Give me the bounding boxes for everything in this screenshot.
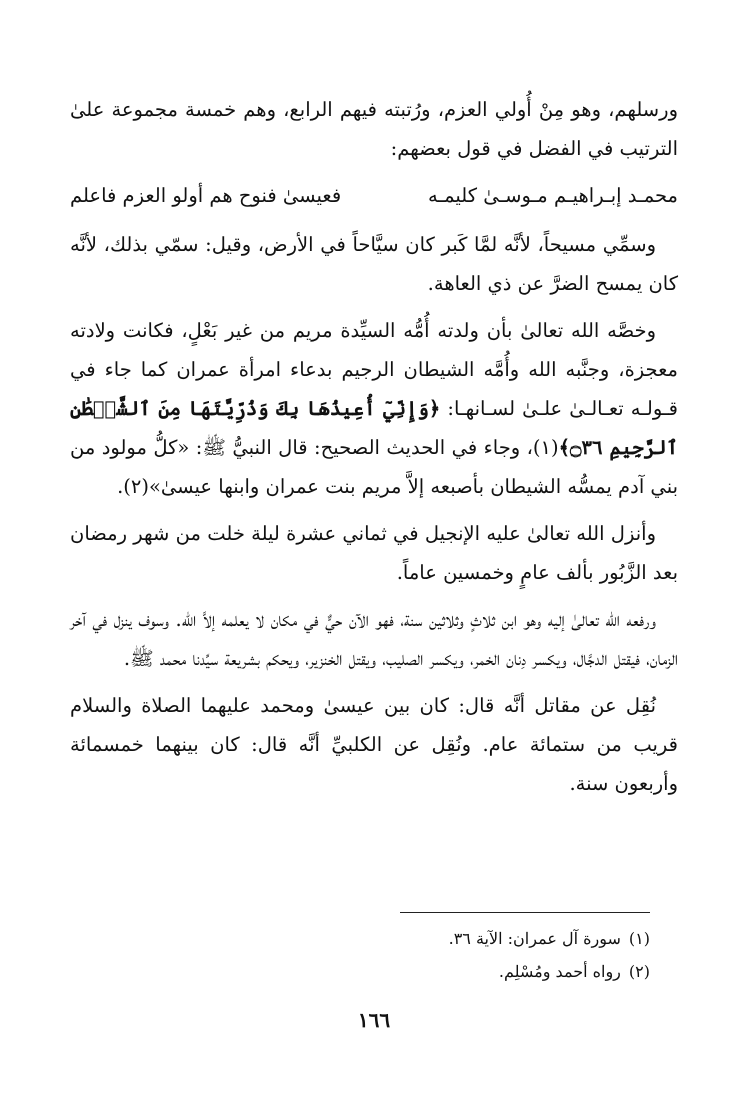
- paragraph-4: وأنزل الله تعالىٰ عليه الإنجيل في ثماني عشرة ليلة خلت من شهر رمضان بعد الزَّبُور بألف عامٍ وخمسين عاماً.: [70, 522, 678, 584]
- paragraph-5: ورفعه الله تعالىٰ إليه وهو ابن ثلاثٍ وثلاثين سنة، فهو الآن حيٌّ في مكان لا يعلمه إلاَّ الله. وسوف ينزل في آخر الزمان، فيقتل الدجَّال، ويكسر دِنان الخمر، ويكسر الصليب، ويقتل الخنزير، ويحكم بشريعة سيِّدنا محمد ﷺ.: [70, 608, 678, 670]
- paragraph-3-intro: وخصَّه الله تعالىٰ بأن ولدته أُمُّه السيِّدة مريم من غير بَعْلٍ، فكانت ولادته معجزة، وجنَّبه الله وأُمَّه الشيطان الرجيم بدعاء امرأة عمران كما جاء في قـولـه تعـالـىٰ علـىٰ لسـانهـا:: [70, 319, 678, 420]
- paragraph-3-hadith: (١)، وجاء في الحديث الصحيح: قال النبيُّ ﷺ: «كلُّ مولود من بني آدم يمسُّه الشيطان بأصبعه إلاَّ مريم بنت عمران وابنها عيسىٰ»(٢).: [70, 436, 678, 498]
- paragraph-2: وسمِّي مسيحاً، لأنَّه لمَّا كَبر كان سيَّاحاً في الأرض، وقيل: سمّي بذلك، لأنَّه كان يمسح الضرَّ عن ذي العاهة.: [70, 233, 678, 295]
- paragraph-6: نُقِل عن مقاتل أنَّه قال: كان بين عيسىٰ ومحمد عليهما الصلاة والسلام قريب من ستمائة عام. ونُقِل عن الكلبيِّ أنَّه قال: كان بينهما خمسمائة وأربعون سنة.: [70, 694, 678, 795]
- footnote-divider: [400, 912, 650, 913]
- poem-hemistich-right: محمـد إبـراهيـم مـوسـىٰ كليمـه: [427, 184, 678, 207]
- footnote-2-number: (٢): [628, 962, 650, 981]
- footnotes: [70, 922, 650, 988]
- page-number: ١٦٦: [357, 1008, 391, 1032]
- footnote-1-number: (١): [628, 929, 650, 948]
- paragraph-3: [70, 311, 678, 506]
- footnote-1: [70, 922, 650, 955]
- paragraph-1: ورسلهم، وهو مِنْ أُولي العزم، ورُتبته فيهم الرابع، وهم خمسة مجموعة علىٰ الترتيب في الفضل في قول بعضهم:: [70, 98, 678, 160]
- quran-verse: ﴿وَإِنِّيٓ أُعِيذُهَا بِكَ وَذُرِّيَّتَهَا مِنَ ٱلشَّيۡطَٰنِ ٱلرَّجِيمِ ۝٣٦﴾: [70, 397, 679, 459]
- footnote-1-text: سورة آل عمران: الآية ٣٦.: [448, 929, 621, 948]
- poem-hemistich-left: فعيسىٰ فنوح هم أولو العزم فاعلم: [70, 184, 342, 207]
- page-body: [70, 90, 678, 811]
- poem-verse: [70, 176, 678, 215]
- footnote-2-text: رواه أحمد ومُسْلِم.: [498, 962, 621, 981]
- footnote-2: [70, 955, 650, 988]
